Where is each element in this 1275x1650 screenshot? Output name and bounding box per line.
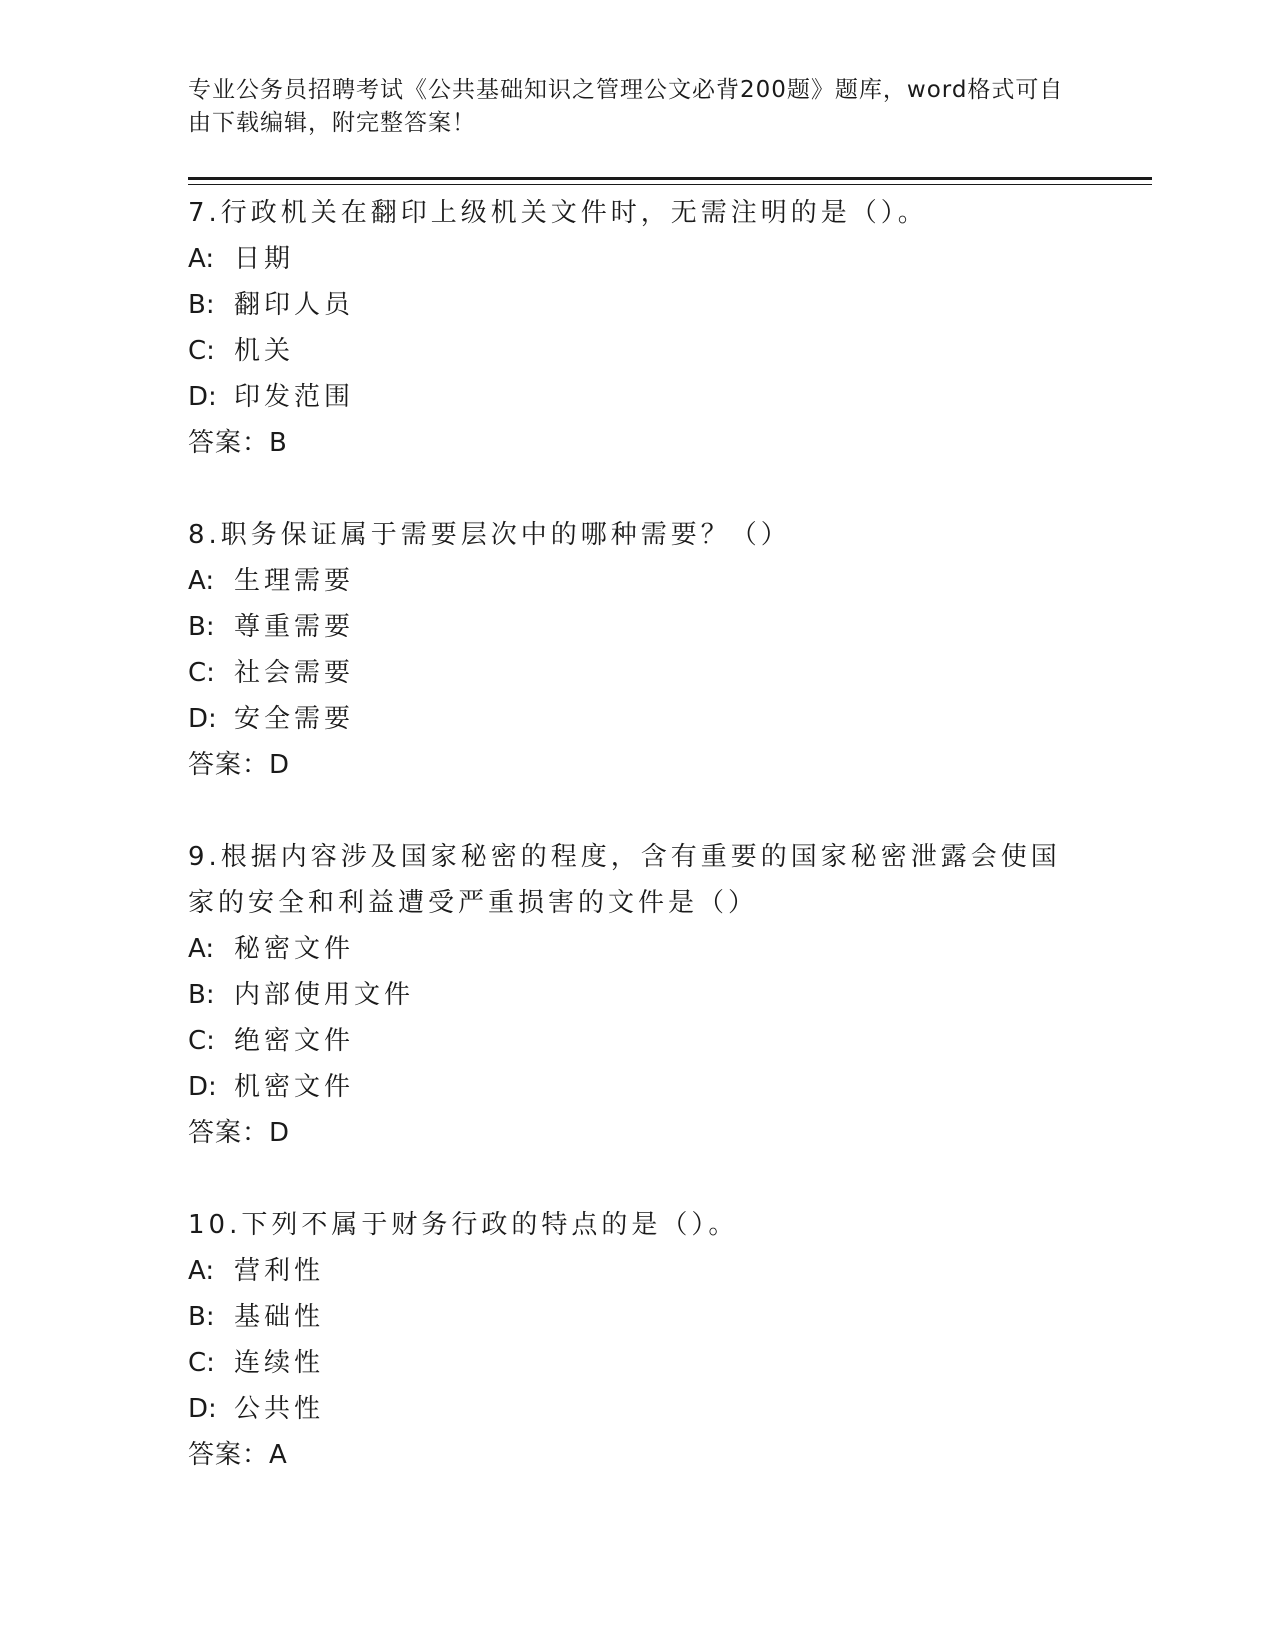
option-text: 生理需要 — [234, 566, 355, 596]
option-text: 机密文件 — [234, 1072, 355, 1102]
question-stem: 7.行政机关在翻印上级机关文件时，无需注明的是（）。 — [188, 198, 928, 228]
option-letter: B: — [188, 290, 215, 320]
option-text: 内部使用文件 — [234, 980, 415, 1010]
option-text: 印发范围 — [234, 382, 355, 412]
question-list — [188, 190, 1088, 1524]
option-letter: A: — [188, 566, 215, 596]
answer-line: 答案：D — [188, 1118, 291, 1148]
option-letter: A: — [188, 244, 215, 274]
option-letter: D: — [188, 1394, 217, 1424]
option-letter: B: — [188, 980, 215, 1010]
option-text: 安全需要 — [234, 704, 355, 734]
option-text: 基础性 — [234, 1302, 325, 1332]
option-b — [188, 972, 1088, 1018]
option-letter: B: — [188, 1302, 215, 1332]
option-letter: A: — [188, 1256, 215, 1286]
header-divider-thin — [188, 184, 1152, 185]
answer-line: 答案：B — [188, 428, 288, 458]
option-b — [188, 282, 1088, 328]
option-d — [188, 374, 1088, 420]
option-a — [188, 1248, 1088, 1294]
option-letter: C: — [188, 336, 215, 366]
question-stem: 9.根据内容涉及国家秘密的程度，含有重要的国家秘密泄露会使国家的安全和利益遭受严重损害的文件是（） — [188, 842, 1061, 918]
option-a — [188, 926, 1088, 972]
question-10 — [188, 1202, 1088, 1478]
option-letter: C: — [188, 1348, 215, 1378]
option-b — [188, 1294, 1088, 1340]
option-d — [188, 1386, 1088, 1432]
option-text: 社会需要 — [234, 658, 355, 688]
option-letter: D: — [188, 704, 217, 734]
answer-line: 答案：D — [188, 750, 291, 780]
question-stem: 10.下列不属于财务行政的特点的是（）。 — [188, 1210, 739, 1240]
option-letter: D: — [188, 382, 217, 412]
question-9 — [188, 834, 1088, 1156]
option-c — [188, 650, 1088, 696]
option-text: 尊重需要 — [234, 612, 355, 642]
header-divider-thick — [188, 177, 1152, 180]
option-text: 营利性 — [234, 1256, 325, 1286]
option-a — [188, 558, 1088, 604]
option-text: 翻印人员 — [234, 290, 355, 320]
option-text: 秘密文件 — [234, 934, 355, 964]
option-c — [188, 1018, 1088, 1064]
question-stem: 8.职务保证属于需要层次中的哪种需要？（） — [188, 520, 791, 550]
answer-line: 答案：A — [188, 1440, 288, 1470]
option-letter: A: — [188, 934, 215, 964]
option-text: 连续性 — [234, 1348, 325, 1378]
option-text: 公共性 — [234, 1394, 325, 1424]
option-d — [188, 1064, 1088, 1110]
option-a — [188, 236, 1088, 282]
option-text: 绝密文件 — [234, 1026, 355, 1056]
option-d — [188, 696, 1088, 742]
option-c — [188, 1340, 1088, 1386]
question-7 — [188, 190, 1088, 466]
option-letter: D: — [188, 1072, 217, 1102]
option-letter: C: — [188, 1026, 215, 1056]
document-header: 专业公务员招聘考试《公共基础知识之管理公文必背200题》题库，word格式可自由下载编辑，附完整答案！ — [188, 77, 1064, 136]
option-letter: C: — [188, 658, 215, 688]
option-c — [188, 328, 1088, 374]
option-b — [188, 604, 1088, 650]
option-text: 机关 — [234, 336, 295, 366]
question-8 — [188, 512, 1088, 788]
option-text: 日期 — [234, 244, 295, 274]
option-letter: B: — [188, 612, 215, 642]
